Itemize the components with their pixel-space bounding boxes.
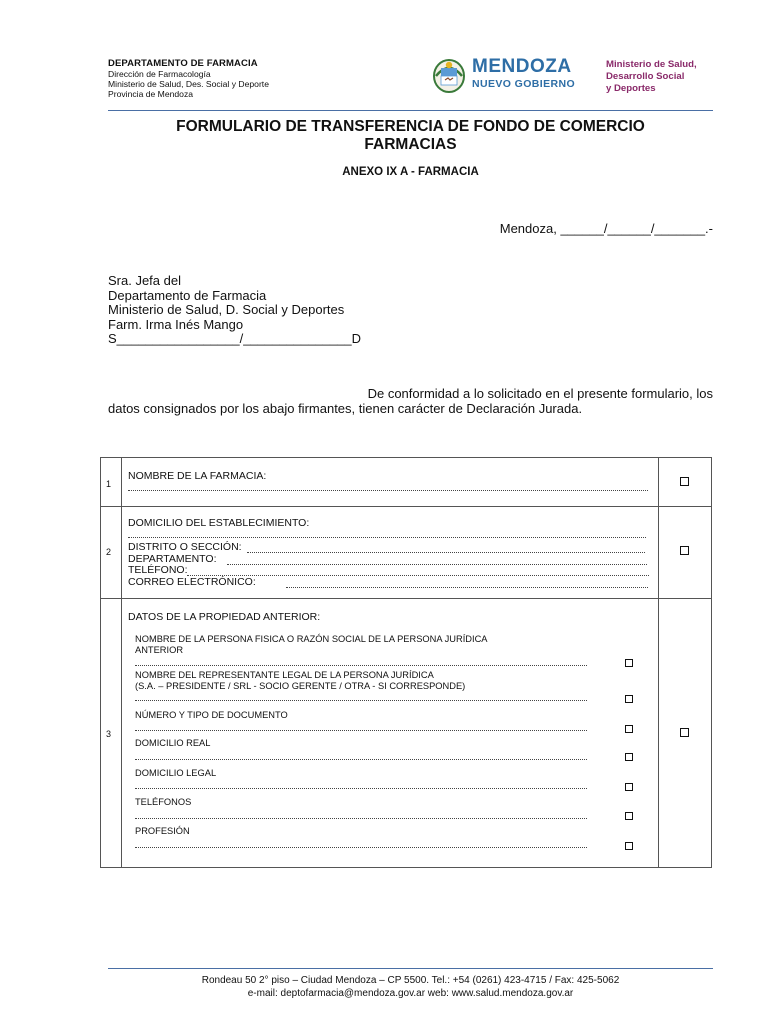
farmacia-name-field[interactable]	[128, 490, 648, 491]
recipient-line-5: S_________________/_______________D	[108, 331, 362, 347]
department-name: DEPARTAMENTO DE FARMACIA	[108, 58, 258, 69]
mendoza-logo	[432, 54, 722, 98]
telefono-label: TELÉFONO:	[128, 564, 188, 576]
profesion-label: PROFESIÓN	[135, 826, 190, 836]
persona-anterior-field[interactable]	[135, 665, 587, 666]
persona-anterior-label-line-2: ANTERIOR	[135, 645, 184, 655]
departamento-label: DEPARTAMENTO:	[128, 553, 217, 565]
persona-anterior-checkbox[interactable]	[625, 659, 633, 667]
date-line[interactable]: Mendoza, ______/______/_______.-	[499, 221, 713, 236]
footer-contact: e-mail: deptofarmacia@mendoza.gov.ar web: www.salud.mendoza.gov.ar	[247, 988, 574, 999]
farmacia-name-label: NOMBRE DE LA FARMACIA:	[128, 470, 267, 482]
representante-checkbox[interactable]	[625, 695, 633, 703]
telefonos-field[interactable]	[135, 818, 587, 819]
declaration-line-2: datos consignados por los abajo firmantes, tienen carácter de Declaración Jurada.	[108, 400, 583, 416]
footer-address: Rondeau 50 2° piso – Ciudad Mendoza – CP 5500. Tel.: +54 (0261) 423-4715 / Fax: 425-5062	[201, 975, 620, 986]
form-title	[108, 118, 713, 154]
row-1-checkbox[interactable]	[680, 477, 689, 486]
representante-label-line-1: NOMBRE DEL REPRESENTANTE LEGAL DE LA PERSONA JURÍDICA	[135, 670, 434, 680]
row-number: 2	[106, 547, 112, 557]
mendoza-seal-icon	[432, 56, 466, 94]
correo-label: CORREO ELECTRÓNICO:	[128, 576, 256, 588]
domicilio-real-label: DOMICILIO REAL	[135, 738, 211, 748]
domicilio-legal-checkbox[interactable]	[625, 783, 633, 791]
declaration-line-1: De conformidad a lo solicitado en el presente formulario, los	[367, 386, 713, 401]
ministerio-line-2: Desarrollo Social	[606, 71, 685, 82]
domicilio-label: DOMICILIO DEL ESTABLECIMIENTO:	[128, 517, 310, 529]
header-divider	[108, 110, 713, 111]
domicilio-real-field[interactable]	[135, 759, 587, 760]
telefonos-label: TELÉFONOS	[135, 797, 192, 807]
departamento-field[interactable]	[227, 564, 647, 565]
row-number: 3	[106, 729, 112, 739]
recipient-line-1: Sra. Jefa del	[108, 273, 181, 288]
ministerio-logo-text	[606, 59, 697, 95]
telefonos-checkbox[interactable]	[625, 812, 633, 820]
anexo-subtitle: ANEXO IX A - FARMACIA	[342, 166, 479, 178]
logo-mendoza-text: MENDOZA	[472, 56, 572, 77]
representante-field[interactable]	[135, 700, 587, 701]
telefono-field[interactable]	[187, 575, 649, 576]
header-line-ministerio: Ministerio de Salud, Des. Social y Deporte	[108, 79, 269, 89]
recipient-line-2: Departamento de Farmacia	[108, 287, 267, 303]
ministerio-line-3: y Deportes	[606, 83, 656, 94]
domicilio-legal-field[interactable]	[135, 788, 587, 789]
documento-field[interactable]	[135, 730, 587, 731]
domicilio-real-checkbox[interactable]	[625, 753, 633, 761]
form-title-line-2: FARMACIAS	[364, 136, 457, 153]
documento-label: NÚMERO Y TIPO DE DOCUMENTO	[135, 710, 288, 720]
representante-label-line-2: (S.A. – PRESIDENTE / SRL - SOCIO GERENTE / OTRA - SI CORRESPONDE)	[135, 681, 466, 691]
domicilio-field[interactable]	[128, 537, 646, 538]
header-line-provincia: Provincia de Mendoza	[108, 89, 194, 99]
declaration-paragraph	[108, 387, 713, 416]
correo-field[interactable]	[286, 587, 648, 588]
recipient-line-4: Farm. Irma Inés Mango	[108, 316, 244, 332]
footer-divider	[108, 968, 713, 969]
row-number: 1	[106, 479, 112, 489]
row-2-checkbox[interactable]	[680, 546, 689, 555]
profesion-field[interactable]	[135, 847, 587, 848]
form-title-line-1: FORMULARIO DE TRANSFERENCIA DE FONDO DE COMERCIO	[176, 118, 645, 135]
table-row-2	[101, 506, 711, 599]
header-line-direccion: Dirección de Farmacología	[108, 69, 211, 79]
distrito-label: DISTRITO O SECCIÓN:	[128, 541, 242, 553]
domicilio-legal-label: DOMICILIO LEGAL	[135, 768, 217, 778]
logo-nuevo-gobierno-text: NUEVO GOBIERNO	[472, 78, 576, 90]
table-row-3	[101, 599, 711, 868]
documento-checkbox[interactable]	[625, 725, 633, 733]
propiedad-anterior-label: DATOS DE LA PROPIEDAD ANTERIOR:	[128, 611, 321, 623]
distrito-field[interactable]	[247, 552, 645, 553]
profesion-checkbox[interactable]	[625, 842, 633, 850]
table-row-1	[101, 458, 711, 507]
recipient-block	[108, 274, 361, 347]
ministerio-line-1: Ministerio de Salud,	[606, 59, 697, 70]
row-3-checkbox[interactable]	[680, 728, 689, 737]
persona-anterior-label-line-1: NOMBRE DE LA PERSONA FISICA O RAZÓN SOCIAL DE LA PERSONA JURÍDICA	[135, 634, 488, 644]
form-table	[100, 457, 712, 868]
recipient-line-3: Ministerio de Salud, D. Social y Deportes	[108, 302, 345, 318]
